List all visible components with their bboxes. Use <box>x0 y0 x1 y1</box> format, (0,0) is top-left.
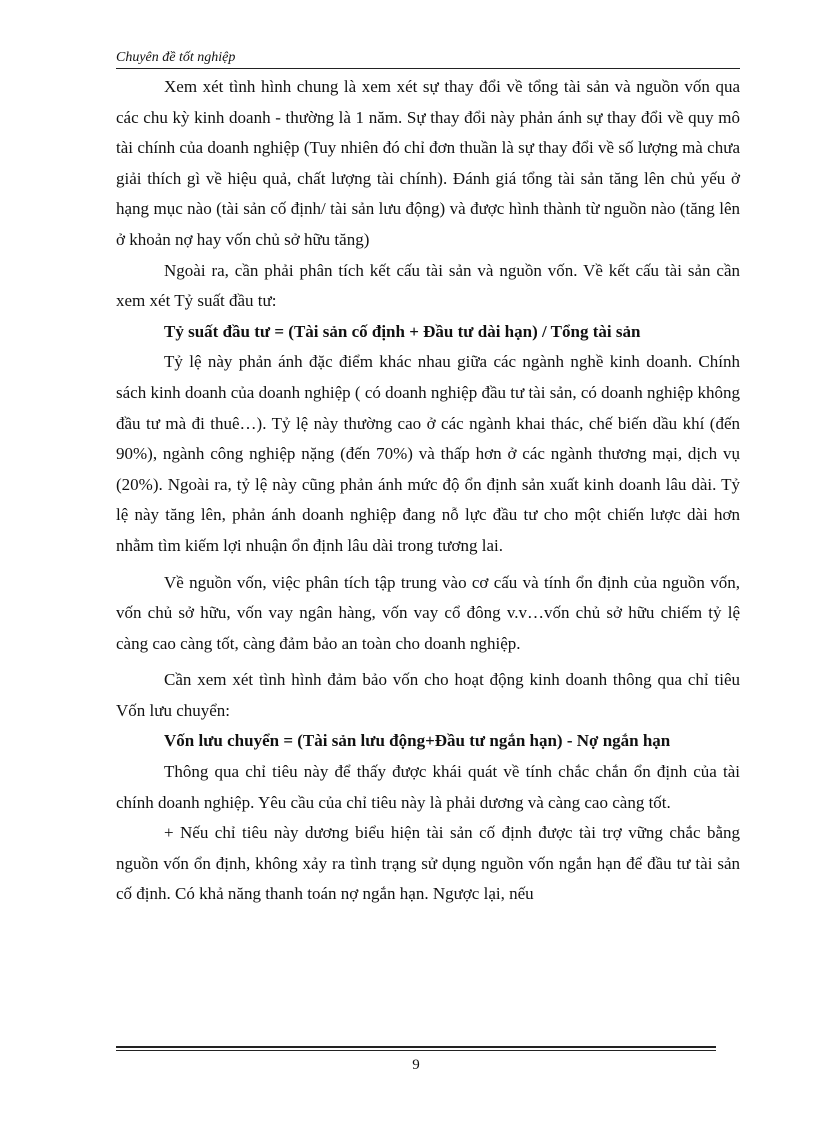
paragraph-working-capital-intro: Cần xem xét tình hình đảm bảo vốn cho hoạt động kinh doanh thông qua chỉ tiêu Vốn lưu chuyển: <box>116 670 740 720</box>
paragraph-investment-ratio: Tỷ lệ này phản ánh đặc điểm khác nhau giữa các ngành nghề kinh doanh. Chính sách kinh doanh của doanh nghiệp ( có doanh nghiệp đầu tư tài sản, có doanh nghiệp không đầu tư mà đi thuê…). Tỷ lệ này thường cao ở các ngành khai thác, chế biến dầu khí (đến 90%), ngành công nghiệp nặng (đến 70%) và thấp hơn ở các ngành thương mại, dịch vụ (20%). Ngoài ra, tỷ lệ này cũng phản ánh mức độ ổn định sản xuất kinh doanh lâu dài. Tỷ lệ này tăng lên, phản ánh doanh nghiệp đang nỗ lực đầu tư cho một chiến lược dài hơn nhằm tìm kiếm lợi nhuận ổn định lâu dài trong tương lai. <box>116 352 740 555</box>
footer-rule-thick <box>116 1046 716 1048</box>
header-title: Chuyên đề tốt nghiệp <box>116 50 236 65</box>
formula-investment-ratio: Tỷ suất đầu tư = (Tài sản cố định + Đầu tư dài hạn) / Tổng tài sản <box>164 321 641 341</box>
paragraph-structure: Ngoài ra, cần phải phân tích kết cấu tài sản và nguồn vốn. Về kết cấu tài sản cần xem xét Tỷ suất đầu tư: <box>116 260 740 311</box>
paragraph-overview: Xem xét tình hình chung là xem xét sự thay đổi về tổng tài sản và nguồn vốn qua các chu kỳ kinh doanh - thường là 1 năm. Sự thay đổi này phản ánh sự thay đổi về quy mô tài chính của doanh nghiệp (Tuy nhiên đó chỉ đơn thuần là sự thay đổi về số lượng mà chưa giải thích gì về hiệu quả, chất lượng tài chính). Đánh giá tổng tài sản tăng lên chủ yếu ở hạng mục nào (tài sản cố định/ tài sản lưu động) và được hình thành từ nguồn nào (tăng lên ở khoản nợ hay vốn chủ sở hữu tăng) <box>116 77 740 249</box>
paragraph-positive-indicator: + Nếu chỉ tiêu này dương biểu hiện tài sản cố định được tài trợ vững chắc bằng nguồn vốn ổn định, không xảy ra tình trạng sử dụng nguồn vốn ngắn hạn để đầu tư tài sản cố định. Có khả năng thanh toán nợ ngắn hạn. Ngược lại, nếu <box>116 823 740 904</box>
paragraph-working-capital: Thông qua chỉ tiêu này để thấy được khái quát về tính chắc chắn ổn định của tài chính doanh nghiệp. Yêu cầu của chỉ tiêu này là phải dương và càng cao càng tốt. <box>116 762 740 812</box>
page-footer <box>116 1046 716 1074</box>
footer-rule-thin <box>116 1050 716 1051</box>
header-rule <box>116 68 740 69</box>
page-header <box>116 50 740 68</box>
paragraph-capital-sources: Về nguồn vốn, việc phân tích tập trung vào cơ cấu và tính ổn định của nguồn vốn, vốn chủ sở hữu, vốn vay ngân hàng, vốn vay cổ đông v.v…vốn chủ sở hữu chiếm tỷ lệ càng cao càng tốt, càng đảm bảo an toàn cho doanh nghiệp. <box>116 572 740 653</box>
formula-working-capital: Vốn lưu chuyển = (Tài sản lưu động+Đầu tư ngắn hạn) - Nợ ngắn hạn <box>164 731 671 751</box>
page-number: 9 <box>412 1057 420 1073</box>
document-body <box>116 72 740 910</box>
